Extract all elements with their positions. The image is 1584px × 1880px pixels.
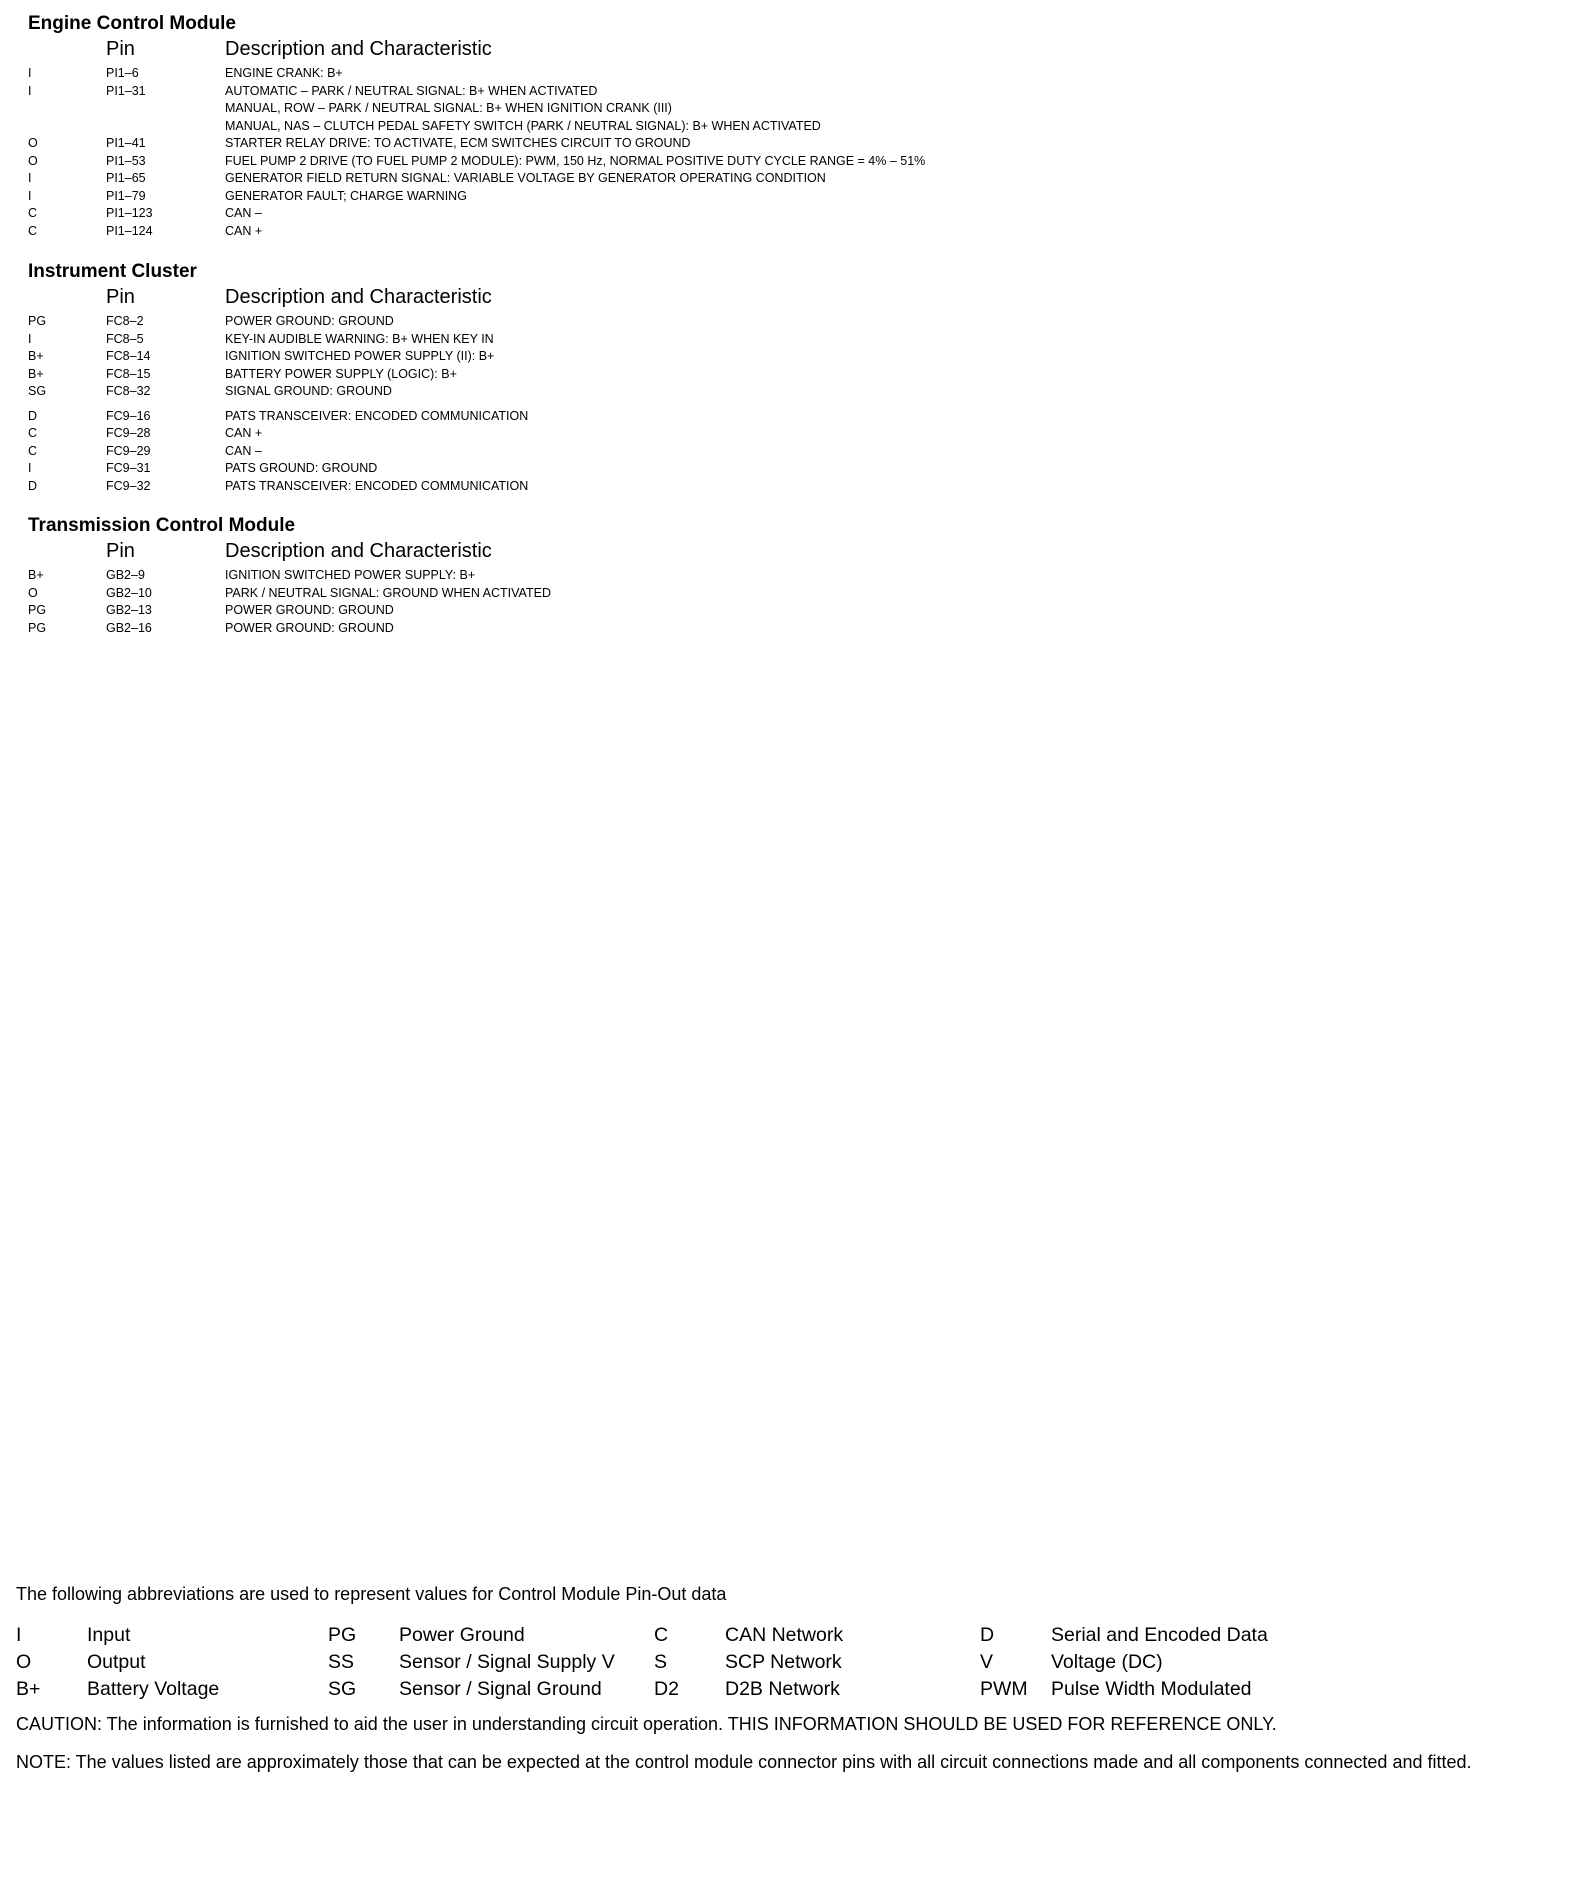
pin-description: POWER GROUND: GROUND bbox=[225, 314, 394, 328]
pin-id: GB2–10 bbox=[106, 585, 152, 600]
section-title: Transmission Control Module bbox=[28, 515, 296, 536]
pin-description: IGNITION SWITCHED POWER SUPPLY (II): B+ bbox=[225, 349, 495, 363]
description-column-header: Description and Characteristic bbox=[225, 38, 492, 60]
signal-type-code: B+ bbox=[28, 366, 44, 381]
legend-code: D bbox=[980, 1624, 995, 1646]
abbreviations-legend bbox=[16, 1582, 1556, 1774]
legend-code: D2 bbox=[654, 1678, 679, 1700]
table-row bbox=[28, 602, 1528, 620]
table-header bbox=[28, 36, 1528, 62]
legend-code: SS bbox=[328, 1651, 355, 1673]
pin-id: GB2–13 bbox=[106, 603, 152, 617]
signal-type-code: C bbox=[28, 206, 38, 220]
pin-description: SIGNAL GROUND: GROUND bbox=[225, 384, 392, 398]
legend-code: PG bbox=[328, 1624, 357, 1646]
pin-column-header: Pin bbox=[106, 540, 135, 562]
pin-id: GB2–16 bbox=[106, 620, 152, 635]
table-row bbox=[28, 567, 1528, 585]
signal-type-code: I bbox=[28, 83, 32, 98]
pin-description: POWER GROUND: GROUND bbox=[225, 603, 394, 617]
pin-description: CAN – bbox=[225, 206, 262, 220]
legend-meaning: Voltage (DC) bbox=[1051, 1651, 1163, 1673]
pin-description: MANUAL, NAS – CLUTCH PEDAL SAFETY SWITCH (PARK / NEUTRAL SIGNAL): B+ WHEN ACTIVATED bbox=[225, 118, 821, 133]
signal-type-code: I bbox=[28, 171, 32, 185]
pin-id: PI1–6 bbox=[106, 66, 139, 80]
description-column-header: Description and Characteristic bbox=[225, 286, 492, 308]
table-row bbox=[28, 153, 1528, 171]
pin-column-header: Pin bbox=[106, 286, 135, 308]
pin-description: CAN + bbox=[225, 426, 263, 440]
pin-id: PI1–123 bbox=[106, 206, 153, 220]
pin-id: FC9–32 bbox=[106, 478, 151, 493]
legend-code: O bbox=[16, 1651, 32, 1673]
signal-type-code: I bbox=[28, 461, 32, 475]
table-row bbox=[28, 170, 1528, 188]
legend-code: PWM bbox=[980, 1678, 1028, 1700]
table-row bbox=[28, 331, 1528, 349]
section-title: Instrument Cluster bbox=[28, 261, 197, 282]
pin-description: PATS TRANSCEIVER: ENCODED COMMUNICATION bbox=[225, 408, 529, 423]
section-engine-control-module bbox=[28, 12, 1528, 240]
table-row bbox=[28, 313, 1528, 331]
table-row bbox=[28, 188, 1528, 206]
pin-description: MANUAL, ROW – PARK / NEUTRAL SIGNAL: B+ WHEN IGNITION CRANK (III) bbox=[225, 101, 672, 115]
table-row bbox=[28, 383, 1528, 401]
legend-meaning: Output bbox=[87, 1651, 146, 1673]
pin-table bbox=[28, 313, 1528, 495]
legend-meaning: CAN Network bbox=[725, 1624, 844, 1646]
pin-description: GENERATOR FIELD RETURN SIGNAL: VARIABLE VOLTAGE BY GENERATOR OPERATING CONDITION bbox=[225, 171, 826, 185]
legend-meaning: Power Ground bbox=[399, 1624, 525, 1646]
signal-type-code: O bbox=[28, 136, 38, 150]
table-row bbox=[28, 118, 1528, 136]
signal-type-code: B+ bbox=[28, 568, 44, 582]
table-header bbox=[28, 538, 1528, 564]
table-row bbox=[28, 408, 1528, 426]
signal-type-code: SG bbox=[28, 384, 47, 398]
table-row bbox=[28, 223, 1528, 241]
signal-type-code: PG bbox=[28, 603, 47, 617]
table-row bbox=[28, 620, 1528, 638]
pin-description: FUEL PUMP 2 DRIVE (TO FUEL PUMP 2 MODULE): PWM, 150 Hz, NORMAL POSITIVE DUTY CYCLE RANGE = 4% – 51% bbox=[225, 153, 926, 168]
legend-meaning: Serial and Encoded Data bbox=[1051, 1624, 1268, 1646]
table-row bbox=[28, 460, 1528, 478]
pin-description: GENERATOR FAULT; CHARGE WARNING bbox=[225, 188, 467, 203]
note-text: NOTE: The values listed are approximately those that can be expected at the control module connector pins with all circuit connections made and all components connected and fitted. bbox=[16, 1752, 1472, 1772]
signal-type-code: C bbox=[28, 223, 38, 238]
pin-id: FC8–5 bbox=[106, 331, 144, 346]
signal-type-code: O bbox=[28, 153, 38, 168]
legend-meaning: Sensor / Signal Ground bbox=[399, 1678, 602, 1700]
table-row bbox=[28, 83, 1528, 101]
pin-id: FC9–31 bbox=[106, 461, 151, 475]
pin-id: FC8–32 bbox=[106, 384, 151, 398]
table-row bbox=[28, 366, 1528, 384]
pin-id: PI1–53 bbox=[106, 153, 146, 168]
pin-id: PI1–31 bbox=[106, 83, 146, 98]
legend-code: V bbox=[980, 1651, 994, 1673]
description-column-header: Description and Characteristic bbox=[225, 540, 492, 562]
table-row bbox=[28, 205, 1528, 223]
legend-meaning: Battery Voltage bbox=[87, 1678, 220, 1700]
pin-id: FC9–29 bbox=[106, 443, 151, 458]
legend-code: I bbox=[16, 1624, 22, 1646]
table-row bbox=[28, 585, 1528, 603]
signal-type-code: I bbox=[28, 331, 32, 346]
legend-code: B+ bbox=[16, 1678, 41, 1700]
pin-id: PI1–79 bbox=[106, 188, 146, 203]
pin-id: FC8–14 bbox=[106, 349, 151, 363]
pin-description: STARTER RELAY DRIVE: TO ACTIVATE, ECM SWITCHES CIRCUIT TO GROUND bbox=[225, 136, 691, 150]
pin-id: PI1–41 bbox=[106, 136, 146, 150]
signal-type-code: I bbox=[28, 188, 32, 203]
legend-grid bbox=[16, 1622, 1556, 1702]
pin-description: BATTERY POWER SUPPLY (LOGIC): B+ bbox=[225, 366, 457, 381]
pin-description: PATS TRANSCEIVER: ENCODED COMMUNICATION bbox=[225, 478, 529, 493]
caution-text: CAUTION: The information is furnished to aid the user in understanding circuit operation. THIS INFORMATION SHOULD BE USED FOR REFERENCE ONLY. bbox=[16, 1714, 1277, 1734]
pin-id: FC9–28 bbox=[106, 426, 151, 440]
pin-id: FC8–15 bbox=[106, 366, 151, 381]
legend-meaning: Pulse Width Modulated bbox=[1051, 1678, 1252, 1700]
pin-id: PI1–124 bbox=[106, 223, 153, 238]
pin-description: PARK / NEUTRAL SIGNAL: GROUND WHEN ACTIVATED bbox=[225, 585, 551, 600]
table-row bbox=[28, 65, 1528, 83]
table-row bbox=[28, 135, 1528, 153]
section-title: Engine Control Module bbox=[28, 13, 236, 34]
signal-type-code: D bbox=[28, 408, 38, 423]
table-row bbox=[28, 478, 1528, 496]
pin-table bbox=[28, 65, 1528, 240]
table-row bbox=[28, 443, 1528, 461]
pin-table bbox=[28, 567, 1528, 637]
section-transmission-control-module bbox=[28, 514, 1528, 637]
pin-id: FC9–16 bbox=[106, 408, 151, 423]
table-header bbox=[28, 284, 1528, 310]
pin-description: POWER GROUND: GROUND bbox=[225, 620, 394, 635]
legend-meaning: Input bbox=[87, 1624, 131, 1646]
signal-type-code: C bbox=[28, 443, 38, 458]
pin-id: GB2–9 bbox=[106, 568, 145, 582]
signal-type-code: O bbox=[28, 585, 38, 600]
signal-type-code: I bbox=[28, 66, 32, 80]
legend-meaning: Sensor / Signal Supply V bbox=[399, 1651, 615, 1673]
section-instrument-cluster bbox=[28, 260, 1528, 495]
table-row bbox=[28, 100, 1528, 118]
pin-description: CAN + bbox=[225, 223, 263, 238]
signal-type-code: PG bbox=[28, 314, 47, 328]
signal-type-code: D bbox=[28, 478, 38, 493]
legend-code: C bbox=[654, 1624, 669, 1646]
pin-description: PATS GROUND: GROUND bbox=[225, 461, 378, 475]
table-row bbox=[28, 425, 1528, 443]
pin-description: AUTOMATIC – PARK / NEUTRAL SIGNAL: B+ WHEN ACTIVATED bbox=[225, 83, 598, 98]
pin-id: PI1–65 bbox=[106, 171, 146, 185]
group-spacer bbox=[28, 401, 1528, 408]
legend-code: S bbox=[654, 1651, 668, 1673]
signal-type-code: C bbox=[28, 426, 38, 440]
pin-description: IGNITION SWITCHED POWER SUPPLY: B+ bbox=[225, 568, 476, 582]
table-row bbox=[28, 348, 1528, 366]
pin-column-header: Pin bbox=[106, 38, 135, 60]
signal-type-code: B+ bbox=[28, 349, 44, 363]
legend-intro: The following abbreviations are used to represent values for Control Module Pin-Out data bbox=[16, 1584, 727, 1604]
signal-type-code: PG bbox=[28, 620, 47, 635]
legend-meaning: SCP Network bbox=[725, 1651, 842, 1673]
pin-description: KEY-IN AUDIBLE WARNING: B+ WHEN KEY IN bbox=[225, 331, 494, 346]
legend-meaning: D2B Network bbox=[725, 1678, 840, 1700]
pin-id: FC8–2 bbox=[106, 314, 144, 328]
pin-description: ENGINE CRANK: B+ bbox=[225, 66, 343, 80]
pin-description: CAN – bbox=[225, 443, 262, 458]
legend-code: SG bbox=[328, 1678, 357, 1700]
